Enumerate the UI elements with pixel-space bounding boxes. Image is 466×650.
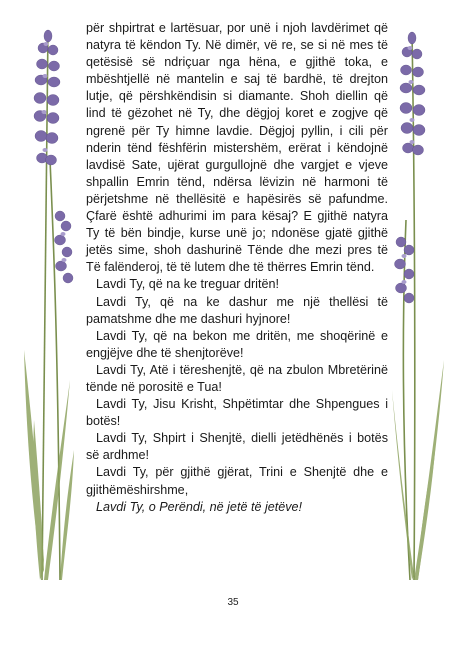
- lavender-sprig-icon: [388, 20, 448, 600]
- verse-line: Lavdi Ty, për gjithë gjërat, Trini e Shenjtë dhe e gjithëmëshirshme,: [86, 465, 388, 497]
- verse-line: Lavdi Ty, Shpirt i Shenjtë, dielli jetëdhënës i botës së ardhme!: [86, 431, 388, 463]
- body-text: [86, 20, 388, 516]
- closing-verse: Lavdi Ty, o Perëndi, në jetë të jetëve!: [96, 499, 303, 514]
- paragraph: për shpirtrat e lartësuar, por unë i njoh lavdërimet që natyra të këndon Ty. Në dimër, vë re, se si në mes të qetësisë së ndriçuar nga hëna, e gjithë toka, e mbështjellë në mantelin e saj të bardhë, të drejton lutje, që përshkëndisin si diamante. Shoh diellin që lind të gëzohet në Ty, dhe dëgjoj koret e zogjve që ngrenë për Ty himne lavdie. Dëgjoj pyllin, i cili për nderin tënd fëshfërin mistershëm, erërat i këndojnë lavdisë Sate, ujërat gurgullojnë dhe vargjet e vjeve shpallin Emrin tënd, ndërsa lëvizin në harmoni të përjetshme në thellësitë e hapësirës së pafundme. Çfarë është adhurimi im para kësaj? E gjithë natyra Ty të bën bindje, kurse unë jo; ndonëse gjatë gjithë jetës sime, shoh dashurinë Tënde dhe mezi pres të Të falënderoj, të të lutem dhe të thërres Emrin tënd.: [86, 21, 388, 275]
- lavender-sprig-icon: [20, 20, 76, 600]
- verse-line: Lavdi Ty, Jisu Krisht, Shpëtimtar dhe Shpengues i botës!: [86, 397, 388, 429]
- verse-line: Lavdi Ty, që na ke treguar dritën!: [96, 277, 279, 292]
- verse-line: Lavdi Ty, që na bekon me dritën, me shoqërinë e engjëjve dhe të shenjtorëve!: [86, 328, 388, 360]
- page-number: 35: [227, 597, 239, 608]
- verse-line: Lavdi Ty, Atë i tëreshenjtë, që na zbulon Mbretërinë tënde në porositë e Tua!: [86, 362, 388, 394]
- verse-line: Lavdi Ty, që na ke dashur me një thellësi të pamatshme dhe me dashuri hyjnore!: [86, 294, 388, 326]
